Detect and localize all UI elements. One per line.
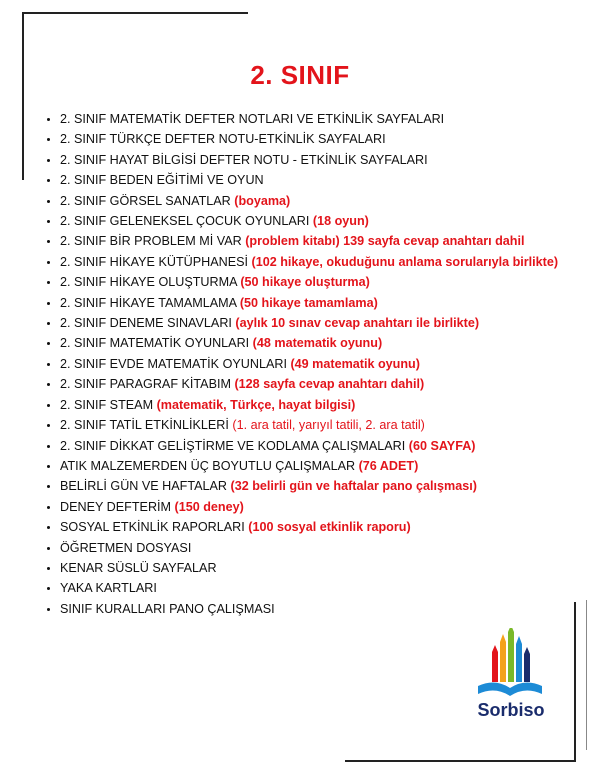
- book-shape: [478, 682, 542, 696]
- pencil-blue: [516, 644, 522, 682]
- pencil-orange-tip: [500, 634, 506, 642]
- pencil-orange: [500, 642, 506, 682]
- list-item-text: BELİRLİ GÜN VE HAFTALAR: [60, 479, 231, 494]
- list-item: [60, 497, 585, 517]
- pencil-red: [492, 652, 498, 682]
- list-item-highlight: (100 sosyal etkinlik raporu): [248, 520, 411, 535]
- list-item-text: 2. SINIF TÜRKÇE DEFTER NOTU-ETKİNLİK SAYFALARI: [60, 132, 386, 147]
- list-item-text: 2. SINIF MATEMATİK DEFTER NOTLARI VE ETKİNLİK SAYFALARI: [60, 112, 445, 126]
- list-item: [60, 150, 585, 170]
- list-item-text: 2. SINIF BEDEN EĞİTİMİ VE OYUN: [60, 173, 264, 188]
- list-item-text: 2. SINIF MATEMATİK OYUNLARI: [60, 336, 253, 351]
- list-item: [60, 313, 585, 333]
- list-item: [60, 109, 585, 129]
- logo-text: Sorbiso: [477, 700, 545, 720]
- list-item-text: 2. SINIF STEAM: [60, 397, 157, 412]
- frame-inner-top-line: [14, 28, 16, 34]
- list-item-text: ATIK MALZEMERDEN ÜÇ BOYUTLU ÇALIŞMALAR: [60, 458, 359, 473]
- list-item-highlight: (matematik, Türkçe, hayat bilgisi): [156, 397, 356, 412]
- list-item: [60, 415, 585, 435]
- frame-right-inner-line: [586, 600, 587, 750]
- list-item-highlight: (32 belirli gün ve haftalar pano çalışması): [230, 479, 477, 494]
- list-item-text: ÖĞRETMEN DOSYASI: [60, 540, 192, 555]
- list-item-highlight: (problem kitabı) 139 sayfa cevap anahtarı dahil: [245, 234, 525, 249]
- product-list: [40, 109, 585, 619]
- list-item-text: 2. SINIF EVDE MATEMATİK OYUNLARI: [60, 356, 291, 371]
- list-item-highlight: (150 deney): [174, 499, 244, 514]
- list-item: [60, 170, 585, 190]
- list-item-highlight: (49 matematik oyunu): [290, 356, 420, 371]
- list-item: [60, 456, 585, 476]
- list-item: [60, 436, 585, 456]
- list-item-highlight: (60 SAYFA): [408, 438, 476, 453]
- list-item-text: 2. SINIF DENEME SINAVLARI: [60, 316, 236, 331]
- frame-bottom-line: [345, 760, 575, 762]
- list-item: [60, 395, 585, 415]
- list-item: [60, 558, 585, 578]
- list-item: [60, 354, 585, 374]
- list-item-highlight: (18 oyun): [312, 214, 369, 229]
- list-item: [60, 211, 585, 231]
- pencil-navy: [524, 654, 530, 682]
- list-item-text: 2. SINIF BİR PROBLEM Mİ VAR: [60, 234, 246, 249]
- frame-right-line: [574, 602, 576, 762]
- list-item-text: DENEY DEFTERİM: [60, 499, 175, 514]
- list-item: [60, 599, 585, 619]
- pencil-navy-tip: [524, 647, 530, 654]
- list-item-text: 2. SINIF PARAGRAF KİTABIM: [60, 377, 235, 392]
- list-item-highlight: (48 matematik oyunu): [252, 336, 383, 351]
- list-item: [60, 578, 585, 598]
- pencil-red-tip: [492, 645, 498, 652]
- pencil-green-tip: [508, 628, 514, 632]
- list-item-highlight: (50 hikaye tamamlama): [239, 295, 378, 310]
- list-item-highlight: (boyama): [234, 193, 291, 208]
- pencil-blue-tip: [516, 636, 522, 644]
- list-item: [60, 293, 585, 313]
- list-item: [60, 538, 585, 558]
- page-title: 2. SINIF: [250, 60, 350, 90]
- list-item: [60, 517, 585, 537]
- list-item-text: SOSYAL ETKİNLİK RAPORLARI: [60, 520, 249, 535]
- list-item-highlight: (50 hikaye oluşturma): [240, 275, 370, 290]
- list-item: [60, 374, 585, 394]
- list-item-text: 2. SINIF GELENEKSEL ÇOCUK OYUNLARI: [60, 214, 313, 229]
- list-item-text: KENAR SÜSLÜ SAYFALAR: [60, 560, 217, 575]
- list-item-highlight: (aylık 10 sınav cevap anahtarı ile birlikte): [235, 316, 480, 331]
- list-item-highlight: (128 sayfa cevap anahtarı dahil): [234, 377, 425, 392]
- list-item: [60, 231, 585, 251]
- list-item: [60, 252, 585, 272]
- list-item: [60, 272, 585, 292]
- list-item: [60, 191, 585, 211]
- list-item: [60, 476, 585, 496]
- list-item-text: 2. SINIF DİKKAT GELİŞTİRME VE KODLAMA ÇALIŞMALARI: [60, 438, 409, 453]
- list-item-text: 2. SINIF HİKAYE TAMAMLAMA: [60, 295, 240, 310]
- frame-left-line: [22, 12, 24, 180]
- list-item-text: YAKA KARTLARI: [60, 581, 157, 596]
- pencil-green: [508, 632, 514, 682]
- list-item-highlight: (1. ara tatil, yarıyıl tatili, 2. ara tatil): [232, 418, 425, 433]
- list-item-text: 2. SINIF HAYAT BİLGİSİ DEFTER NOTU - ETKİNLİK SAYFALARI: [60, 152, 428, 167]
- list-item-text: 2. SINIF TATİL ETKİNLİKLERİ: [60, 418, 233, 433]
- list-item-highlight: (76 ADET): [358, 458, 419, 473]
- list-item: [60, 333, 585, 353]
- list-item-highlight: (102 hikaye, okuduğunu anlama sorularıyla birlikte): [251, 254, 559, 269]
- list-item-text: 2. SINIF HİKAYE OLUŞTURMA: [60, 275, 241, 290]
- list-item: [60, 129, 585, 149]
- frame-top-line: [22, 12, 248, 14]
- list-item-text: 2. SINIF HİKAYE KÜTÜPHANESİ: [60, 254, 252, 269]
- list-item-text: 2. SINIF GÖRSEL SANATLAR: [60, 193, 235, 208]
- list-item-text: SINIF KURALLARI PANO ÇALIŞMASI: [60, 601, 275, 616]
